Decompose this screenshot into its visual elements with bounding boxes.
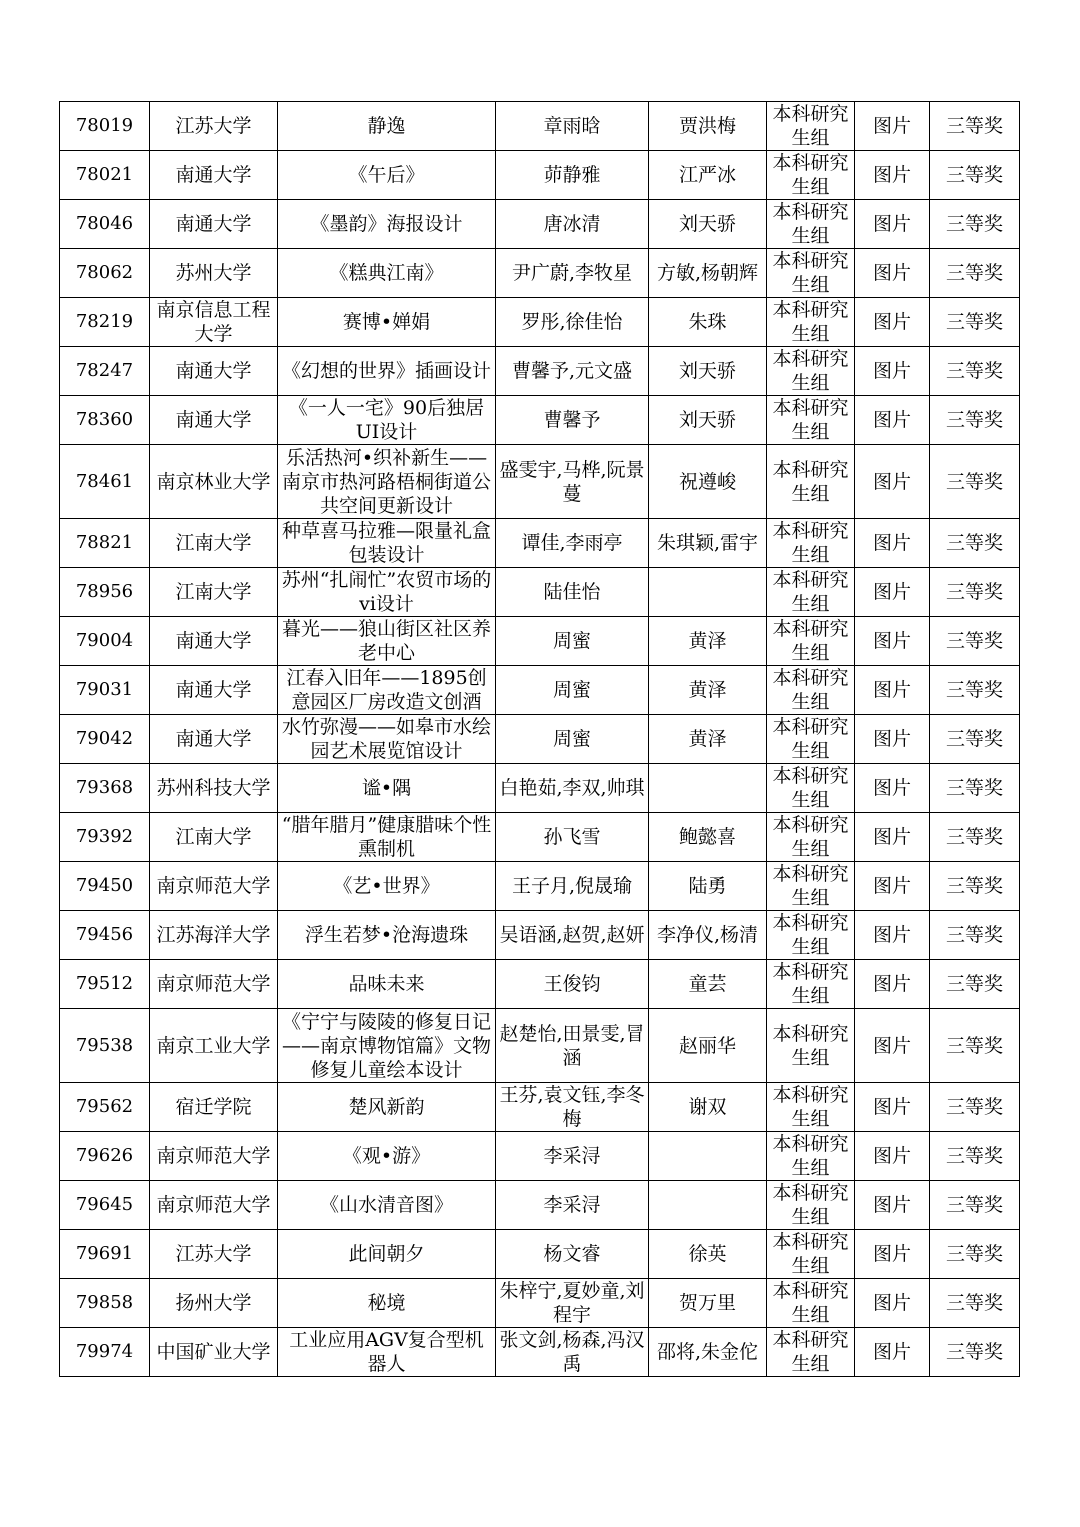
cell-award: 三等奖 (930, 519, 1020, 568)
cell-advisor: 刘天骄 (649, 347, 767, 396)
cell-award: 三等奖 (930, 102, 1020, 151)
cell-title: 《山水清音图》 (278, 1181, 496, 1230)
cell-school: 南京信息工程大学 (150, 298, 278, 347)
table-row (60, 519, 1020, 568)
cell-title: 品味未来 (278, 960, 496, 1009)
cell-award: 三等奖 (930, 1230, 1020, 1279)
cell-advisor: 刘天骄 (649, 200, 767, 249)
cell-school: 江南大学 (150, 519, 278, 568)
cell-category: 图片 (855, 298, 930, 347)
cell-advisor: 祝遵峻 (649, 445, 767, 519)
table-row (60, 1230, 1020, 1279)
cell-title: 此间朝夕 (278, 1230, 496, 1279)
cell-group: 本科研究生组 (767, 396, 855, 445)
cell-group: 本科研究生组 (767, 1328, 855, 1377)
cell-id: 79392 (60, 813, 150, 862)
cell-school: 宿迁学院 (150, 1083, 278, 1132)
table-row (60, 102, 1020, 151)
cell-authors: 尹广蔚,李牧星 (496, 249, 649, 298)
cell-advisor: 黄泽 (649, 617, 767, 666)
cell-authors: 章雨晗 (496, 102, 649, 151)
cell-category: 图片 (855, 347, 930, 396)
cell-authors: 赵楚怡,田景雯,冒涵 (496, 1009, 649, 1083)
cell-advisor: 方敏,杨朝辉 (649, 249, 767, 298)
cell-id: 78360 (60, 396, 150, 445)
cell-award: 三等奖 (930, 813, 1020, 862)
cell-school: 南京师范大学 (150, 862, 278, 911)
cell-title: 《午后》 (278, 151, 496, 200)
table-row (60, 249, 1020, 298)
cell-school: 南通大学 (150, 347, 278, 396)
cell-title: “腊年腊月”健康腊味个性熏制机 (278, 813, 496, 862)
cell-title: 谧•隅 (278, 764, 496, 813)
cell-id: 79031 (60, 666, 150, 715)
cell-school: 南京林业大学 (150, 445, 278, 519)
cell-award: 三等奖 (930, 347, 1020, 396)
cell-advisor: 朱琪颖,雷宇 (649, 519, 767, 568)
cell-id: 79450 (60, 862, 150, 911)
cell-id: 79562 (60, 1083, 150, 1132)
cell-advisor: 江严冰 (649, 151, 767, 200)
cell-title: 乐活热河•织补新生——南京市热河路梧桐街道公共空间更新设计 (278, 445, 496, 519)
cell-award: 三等奖 (930, 1083, 1020, 1132)
cell-category: 图片 (855, 862, 930, 911)
cell-title: 《一人一宅》90后独居UI设计 (278, 396, 496, 445)
cell-authors: 王俊钧 (496, 960, 649, 1009)
cell-id: 78062 (60, 249, 150, 298)
cell-school: 南通大学 (150, 715, 278, 764)
cell-category: 图片 (855, 666, 930, 715)
table-row (60, 347, 1020, 396)
cell-award: 三等奖 (930, 1279, 1020, 1328)
cell-title: 赛博•婵娟 (278, 298, 496, 347)
cell-school: 江南大学 (150, 813, 278, 862)
cell-category: 图片 (855, 568, 930, 617)
cell-id: 79456 (60, 911, 150, 960)
cell-category: 图片 (855, 764, 930, 813)
cell-school: 南通大学 (150, 151, 278, 200)
cell-category: 图片 (855, 911, 930, 960)
cell-group: 本科研究生组 (767, 249, 855, 298)
table-row (60, 911, 1020, 960)
cell-authors: 朱梓宁,夏妙童,刘程宇 (496, 1279, 649, 1328)
cell-id: 78247 (60, 347, 150, 396)
cell-advisor (649, 1132, 767, 1181)
cell-authors: 吴语涵,赵贺,赵妍 (496, 911, 649, 960)
cell-category: 图片 (855, 617, 930, 666)
cell-id: 79626 (60, 1132, 150, 1181)
cell-school: 南通大学 (150, 666, 278, 715)
table-row (60, 568, 1020, 617)
cell-id: 79042 (60, 715, 150, 764)
cell-title: 《艺•世界》 (278, 862, 496, 911)
cell-advisor: 谢双 (649, 1083, 767, 1132)
table-row (60, 200, 1020, 249)
cell-group: 本科研究生组 (767, 911, 855, 960)
cell-advisor (649, 764, 767, 813)
cell-authors: 孙飞雪 (496, 813, 649, 862)
cell-group: 本科研究生组 (767, 1132, 855, 1181)
cell-title: 秘境 (278, 1279, 496, 1328)
table-row (60, 298, 1020, 347)
cell-advisor: 童芸 (649, 960, 767, 1009)
cell-title: 种草喜马拉雅—限量礼盒包装设计 (278, 519, 496, 568)
cell-award: 三等奖 (930, 911, 1020, 960)
cell-group: 本科研究生组 (767, 617, 855, 666)
cell-title: 《墨韵》海报设计 (278, 200, 496, 249)
cell-award: 三等奖 (930, 1132, 1020, 1181)
cell-title: 《宁宁与陵陵的修复日记——南京博物馆篇》文物修复儿童绘本设计 (278, 1009, 496, 1083)
cell-advisor: 陆勇 (649, 862, 767, 911)
cell-title: 暮光——狼山街区社区养老中心 (278, 617, 496, 666)
cell-title: 《糕典江南》 (278, 249, 496, 298)
cell-authors: 周蜜 (496, 617, 649, 666)
cell-advisor: 李净仪,杨清 (649, 911, 767, 960)
cell-group: 本科研究生组 (767, 102, 855, 151)
cell-id: 79858 (60, 1279, 150, 1328)
cell-group: 本科研究生组 (767, 568, 855, 617)
cell-advisor: 贺万里 (649, 1279, 767, 1328)
cell-award: 三等奖 (930, 151, 1020, 200)
cell-advisor: 贾洪梅 (649, 102, 767, 151)
cell-category: 图片 (855, 1083, 930, 1132)
cell-category: 图片 (855, 960, 930, 1009)
cell-id: 79645 (60, 1181, 150, 1230)
cell-authors: 白艳茹,李双,帅琪 (496, 764, 649, 813)
cell-authors: 张文剑,杨森,冯汉禹 (496, 1328, 649, 1377)
cell-advisor (649, 1181, 767, 1230)
cell-category: 图片 (855, 1230, 930, 1279)
table-row (60, 764, 1020, 813)
cell-group: 本科研究生组 (767, 764, 855, 813)
cell-group: 本科研究生组 (767, 298, 855, 347)
cell-category: 图片 (855, 445, 930, 519)
cell-advisor: 黄泽 (649, 666, 767, 715)
cell-group: 本科研究生组 (767, 445, 855, 519)
cell-school: 扬州大学 (150, 1279, 278, 1328)
cell-school: 苏州科技大学 (150, 764, 278, 813)
cell-id: 78019 (60, 102, 150, 151)
table-row (60, 1083, 1020, 1132)
cell-award: 三等奖 (930, 249, 1020, 298)
cell-award: 三等奖 (930, 1181, 1020, 1230)
table-row (60, 862, 1020, 911)
cell-school: 南通大学 (150, 617, 278, 666)
cell-group: 本科研究生组 (767, 200, 855, 249)
cell-title: 楚风新韵 (278, 1083, 496, 1132)
cell-award: 三等奖 (930, 666, 1020, 715)
cell-id: 78021 (60, 151, 150, 200)
cell-award: 三等奖 (930, 1009, 1020, 1083)
cell-group: 本科研究生组 (767, 862, 855, 911)
cell-authors: 杨文睿 (496, 1230, 649, 1279)
cell-group: 本科研究生组 (767, 151, 855, 200)
cell-title: 《幻想的世界》插画设计 (278, 347, 496, 396)
cell-advisor: 徐英 (649, 1230, 767, 1279)
cell-category: 图片 (855, 1328, 930, 1377)
cell-group: 本科研究生组 (767, 666, 855, 715)
cell-school: 南通大学 (150, 396, 278, 445)
cell-award: 三等奖 (930, 617, 1020, 666)
cell-award: 三等奖 (930, 715, 1020, 764)
table-row (60, 396, 1020, 445)
cell-id: 79512 (60, 960, 150, 1009)
cell-award: 三等奖 (930, 568, 1020, 617)
cell-award: 三等奖 (930, 862, 1020, 911)
cell-authors: 周蜜 (496, 666, 649, 715)
cell-authors: 李采浔 (496, 1132, 649, 1181)
cell-id: 78821 (60, 519, 150, 568)
cell-authors: 罗彤,徐佳怡 (496, 298, 649, 347)
table-row (60, 666, 1020, 715)
table-row (60, 1279, 1020, 1328)
cell-authors: 唐冰清 (496, 200, 649, 249)
cell-advisor (649, 568, 767, 617)
table-row (60, 813, 1020, 862)
cell-category: 图片 (855, 519, 930, 568)
results-table (59, 101, 1020, 1377)
cell-school: 中国矿业大学 (150, 1328, 278, 1377)
table-row (60, 715, 1020, 764)
cell-category: 图片 (855, 813, 930, 862)
cell-authors: 王芬,袁文钰,李冬梅 (496, 1083, 649, 1132)
table-row (60, 1132, 1020, 1181)
cell-school: 江苏大学 (150, 1230, 278, 1279)
table-row (60, 1328, 1020, 1377)
cell-category: 图片 (855, 1279, 930, 1328)
cell-category: 图片 (855, 1132, 930, 1181)
cell-advisor: 黄泽 (649, 715, 767, 764)
cell-authors: 盛雯宇,马桦,阮景蔓 (496, 445, 649, 519)
cell-group: 本科研究生组 (767, 347, 855, 396)
cell-category: 图片 (855, 249, 930, 298)
cell-category: 图片 (855, 396, 930, 445)
cell-advisor: 鲍懿喜 (649, 813, 767, 862)
cell-award: 三等奖 (930, 764, 1020, 813)
cell-title: 江春入旧年——1895创意园区厂房改造文创酒 (278, 666, 496, 715)
cell-id: 78461 (60, 445, 150, 519)
cell-school: 苏州大学 (150, 249, 278, 298)
cell-authors: 周蜜 (496, 715, 649, 764)
cell-group: 本科研究生组 (767, 1083, 855, 1132)
cell-advisor: 赵丽华 (649, 1009, 767, 1083)
cell-title: 工业应用AGV复合型机器人 (278, 1328, 496, 1377)
cell-id: 79538 (60, 1009, 150, 1083)
cell-category: 图片 (855, 151, 930, 200)
cell-award: 三等奖 (930, 960, 1020, 1009)
cell-authors: 曹馨予 (496, 396, 649, 445)
cell-id: 79691 (60, 1230, 150, 1279)
cell-group: 本科研究生组 (767, 813, 855, 862)
cell-id: 79004 (60, 617, 150, 666)
cell-advisor: 邵将,朱金佗 (649, 1328, 767, 1377)
cell-category: 图片 (855, 1009, 930, 1083)
cell-id: 78046 (60, 200, 150, 249)
cell-id: 78956 (60, 568, 150, 617)
table-row (60, 151, 1020, 200)
cell-title: 静逸 (278, 102, 496, 151)
cell-award: 三等奖 (930, 1328, 1020, 1377)
cell-award: 三等奖 (930, 200, 1020, 249)
cell-school: 南京师范大学 (150, 1181, 278, 1230)
cell-group: 本科研究生组 (767, 1181, 855, 1230)
cell-group: 本科研究生组 (767, 1009, 855, 1083)
cell-school: 南京师范大学 (150, 1132, 278, 1181)
cell-category: 图片 (855, 715, 930, 764)
cell-category: 图片 (855, 200, 930, 249)
cell-advisor: 刘天骄 (649, 396, 767, 445)
cell-authors: 谭佳,李雨亭 (496, 519, 649, 568)
cell-school: 南京工业大学 (150, 1009, 278, 1083)
cell-group: 本科研究生组 (767, 519, 855, 568)
table-row (60, 617, 1020, 666)
cell-authors: 陆佳怡 (496, 568, 649, 617)
cell-school: 南通大学 (150, 200, 278, 249)
table-row (60, 1181, 1020, 1230)
table-row (60, 445, 1020, 519)
cell-title: 水竹弥漫——如皋市水绘园艺术展览馆设计 (278, 715, 496, 764)
cell-group: 本科研究生组 (767, 1230, 855, 1279)
cell-school: 江南大学 (150, 568, 278, 617)
cell-award: 三等奖 (930, 445, 1020, 519)
cell-advisor: 朱珠 (649, 298, 767, 347)
cell-category: 图片 (855, 102, 930, 151)
cell-id: 79974 (60, 1328, 150, 1377)
cell-id: 78219 (60, 298, 150, 347)
cell-title: 苏州“扎闹忙”农贸市场的vi设计 (278, 568, 496, 617)
cell-authors: 李采浔 (496, 1181, 649, 1230)
cell-authors: 曹馨予,元文盛 (496, 347, 649, 396)
cell-school: 南京师范大学 (150, 960, 278, 1009)
table-row (60, 960, 1020, 1009)
cell-school: 江苏大学 (150, 102, 278, 151)
table-body (60, 102, 1020, 1377)
cell-group: 本科研究生组 (767, 960, 855, 1009)
cell-group: 本科研究生组 (767, 1279, 855, 1328)
cell-authors: 王子月,倪晟瑜 (496, 862, 649, 911)
cell-title: 《观•游》 (278, 1132, 496, 1181)
cell-group: 本科研究生组 (767, 715, 855, 764)
cell-title: 浮生若梦•沧海遗珠 (278, 911, 496, 960)
cell-category: 图片 (855, 1181, 930, 1230)
table-row (60, 1009, 1020, 1083)
cell-award: 三等奖 (930, 298, 1020, 347)
cell-authors: 茆静雅 (496, 151, 649, 200)
cell-id: 79368 (60, 764, 150, 813)
cell-school: 江苏海洋大学 (150, 911, 278, 960)
cell-award: 三等奖 (930, 396, 1020, 445)
